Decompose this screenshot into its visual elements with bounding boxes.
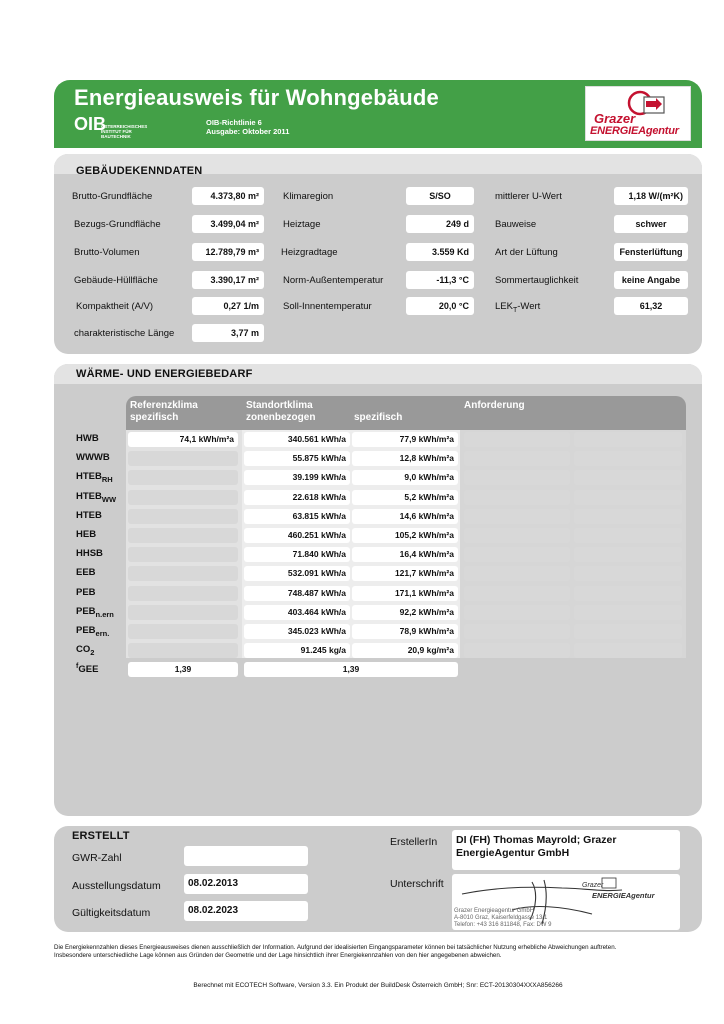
header-standortklima: Standortklima zonenbezogen spezifisch bbox=[242, 396, 460, 430]
grazer-energieagentur-logo bbox=[585, 86, 691, 141]
document-title: Energieausweis für Wohngebäude bbox=[74, 85, 439, 110]
stamp-line-3: Telefon: +43 316 811848, Fax: DW 9 bbox=[454, 922, 552, 928]
label-mittlerer-u-wert: mittlerer U-Wert bbox=[495, 191, 562, 202]
row-label: HEB bbox=[76, 529, 97, 540]
value-kompaktheit: 0,27 1/m bbox=[192, 297, 264, 315]
value-brutto-volumen: 12.789,79 m³ bbox=[192, 243, 264, 261]
cell-anforderung-2 bbox=[574, 451, 682, 466]
label-bauweise: Bauweise bbox=[495, 219, 537, 230]
cell-referenzklima bbox=[128, 528, 238, 543]
cell-referenzklima bbox=[128, 509, 238, 524]
document-header bbox=[54, 80, 702, 148]
oib-logo-subtitle: ÖSTERREICHISCHES INSTITUT FÜR BAUTECHNIK bbox=[101, 124, 148, 139]
value-heizgradtage: 3.559 Kd bbox=[406, 243, 474, 261]
gebaeudekenndaten-panel bbox=[54, 154, 702, 354]
cell-zonenbezogen: 460.251 kWh/a bbox=[244, 528, 350, 543]
waerme-energiebedarf-panel bbox=[54, 364, 702, 816]
row-label: EEB bbox=[76, 567, 96, 579]
stamp-agentur: ENERGIEAgentur bbox=[592, 891, 655, 900]
cell-referenzklima bbox=[128, 643, 238, 658]
value-bezugs-grundflaeche: 3.499,04 m² bbox=[192, 215, 264, 233]
section-title-waerme: WÄRME- UND ENERGIEBEDARF bbox=[76, 368, 253, 380]
stamp-line-1: Grazer Energieagentur GmbH bbox=[454, 908, 535, 914]
label-brutto-grundflaeche: Brutto-Grundfläche bbox=[72, 191, 153, 202]
cell-zonenbezogen: 748.487 kWh/a bbox=[244, 586, 350, 601]
row-label: $HTEB_{WW}$ bbox=[76, 490, 117, 504]
cell-zonenbezogen: 403.464 kWh/a bbox=[244, 605, 350, 620]
label-gwr-zahl: GWR-Zahl bbox=[72, 852, 122, 864]
cell-anforderung-2 bbox=[574, 432, 682, 447]
label-ausstellungsdatum: Ausstellungsdatum bbox=[72, 880, 161, 892]
value-mittlerer-u-wert: 1,18 W/(m²K) bbox=[614, 187, 688, 205]
cell-anforderung-2 bbox=[574, 490, 682, 505]
value-gwr-zahl bbox=[184, 846, 308, 866]
value-sommertauglichkeit: keine Angabe bbox=[614, 271, 688, 289]
cell-anforderung-1 bbox=[464, 624, 570, 639]
value-erstellerin: DI (FH) Thomas Mayrold; Grazer EnergieAgentur GmbH bbox=[452, 830, 680, 870]
row-label: PEB bbox=[76, 586, 96, 598]
cell-zonenbezogen: 63.815 kWh/a bbox=[244, 509, 350, 524]
cell-spezifisch: 77,9 kWh/m²a bbox=[352, 432, 458, 447]
cell-spezifisch: 171,1 kWh/m²a bbox=[352, 586, 458, 601]
cell-spezifisch: 16,4 kWh/m²a bbox=[352, 547, 458, 562]
cell-referenzklima bbox=[128, 490, 238, 505]
row-label-fgee: $^f$GEE bbox=[76, 663, 99, 676]
cell-anforderung-1 bbox=[464, 643, 570, 658]
cell-anforderung-2 bbox=[574, 605, 682, 620]
cell-spezifisch: 12,8 kWh/m²a bbox=[352, 451, 458, 466]
cell-anforderung-1 bbox=[464, 432, 570, 447]
cell-anforderung-2 bbox=[574, 528, 682, 543]
cell-anforderung-2 bbox=[574, 643, 682, 658]
label-norm-aussentemperatur: Norm-Außentemperatur bbox=[283, 275, 384, 286]
cell-anforderung-2 bbox=[574, 586, 682, 601]
value-ausstellungsdatum: 08.02.2013 bbox=[184, 874, 308, 894]
cell-spezifisch: 78,9 kWh/m²a bbox=[352, 624, 458, 639]
row-label: $HTEB_{RH}$ bbox=[76, 471, 113, 485]
section-title-gebaeude: GEBÄUDEKENNDATEN bbox=[76, 165, 203, 177]
disclaimer-text: Die Energiekennzahlen dieses Energieausweises dienen ausschließlich der Information. Aufgrund der idealisierten Eingangsparameter können bei tatsächlicher Nutzung erhebliche Abweichungen auftreten. Insbesondere unterschiedliche Lage können aus Gründen der Geometrie und der Lage hinsichtlich ihrer Energiekennzahlen von den hier angegebenen abweichen. bbox=[54, 944, 617, 959]
cell-zonenbezogen: 22.618 kWh/a bbox=[244, 490, 350, 505]
label-heizgradtage: Heizgradtage bbox=[281, 247, 338, 258]
cell-zonenbezogen: 39.199 kWh/a bbox=[244, 470, 350, 485]
logo-text-agentur: ENERGIEAgentur bbox=[590, 125, 679, 137]
cell-anforderung-2 bbox=[574, 566, 682, 581]
cell-anforderung-1 bbox=[464, 451, 570, 466]
cell-referenzklima bbox=[128, 470, 238, 485]
cell-zonenbezogen: 55.875 kWh/a bbox=[244, 451, 350, 466]
cell-referenzklima bbox=[128, 605, 238, 620]
erstellt-panel bbox=[54, 826, 702, 932]
cell-zonenbezogen: 91.245 kg/a bbox=[244, 643, 350, 658]
cell-referenzklima: 74,1 kWh/m²a bbox=[128, 432, 238, 447]
cell-zonenbezogen: 345.023 kWh/a bbox=[244, 624, 350, 639]
value-charakteristische-laenge: 3,77 m bbox=[192, 324, 264, 342]
label-gebaeude-huellflaeche: Gebäude-Hüllfläche bbox=[74, 275, 158, 286]
cell-referenzklima bbox=[128, 566, 238, 581]
cell-anforderung-2 bbox=[574, 624, 682, 639]
label-klimaregion: Klimaregion bbox=[283, 191, 334, 202]
value-heiztage: 249 d bbox=[406, 215, 474, 233]
cell-anforderung-1 bbox=[464, 547, 570, 562]
logo-text-grazer: Grazer bbox=[594, 111, 636, 126]
value-brutto-grundflaeche: 4.373,80 m² bbox=[192, 187, 264, 205]
value-lek-wert: 61,32 bbox=[614, 297, 688, 315]
label-soll-innentemperatur: Soll-Innentemperatur bbox=[283, 301, 372, 312]
cell-anforderung-2 bbox=[574, 547, 682, 562]
oib-richtlinie: OIB-Richtlinie 6 bbox=[206, 118, 262, 127]
cell-zonenbezogen: 71.840 kWh/a bbox=[244, 547, 350, 562]
oib-ausgabe: Ausgabe: Oktober 2011 bbox=[206, 127, 290, 136]
row-label: $CO_2$ bbox=[76, 644, 95, 658]
cell-spezifisch: 121,7 kWh/m²a bbox=[352, 566, 458, 581]
label-erstellerin: ErstellerIn bbox=[390, 836, 438, 848]
cell-referenzklima bbox=[128, 586, 238, 601]
label-bezugs-grundflaeche: Bezugs-Grundfläche bbox=[74, 219, 161, 230]
label-lek-wert: $LEK_T$-Wert bbox=[495, 301, 541, 314]
cell-zonenbezogen: 532.091 kWh/a bbox=[244, 566, 350, 581]
label-charakteristische-laenge: charakteristische Länge bbox=[74, 328, 175, 339]
cell-anforderung-1 bbox=[464, 528, 570, 543]
header-referenzklima: Referenzklima spezifisch bbox=[126, 396, 242, 430]
cell-spezifisch: 105,2 kWh/m²a bbox=[352, 528, 458, 543]
value-klimaregion: S/SO bbox=[406, 187, 474, 205]
label-brutto-volumen: Brutto-Volumen bbox=[74, 247, 140, 258]
label-art-der-lueftung: Art der Lüftung bbox=[495, 247, 558, 258]
label-kompaktheit: Kompaktheit (A/V) bbox=[76, 301, 154, 312]
row-label: $PEB_{ern.}$ bbox=[76, 625, 110, 638]
signature-box bbox=[452, 874, 680, 930]
cell-fgee-standort: 1,39 bbox=[244, 662, 458, 677]
cell-spezifisch: 92,2 kWh/m²a bbox=[352, 605, 458, 620]
cell-anforderung-2 bbox=[574, 470, 682, 485]
row-label: HTEB bbox=[76, 509, 102, 521]
cell-anforderung-1 bbox=[464, 586, 570, 601]
cell-fgee-referenz: 1,39 bbox=[128, 662, 238, 677]
oib-info bbox=[206, 118, 289, 136]
label-unterschrift: Unterschrift bbox=[390, 878, 444, 890]
cell-anforderung-1 bbox=[464, 509, 570, 524]
value-gueltigkeitsdatum: 08.02.2023 bbox=[184, 901, 308, 921]
value-gebaeude-huellflaeche: 3.390,17 m² bbox=[192, 271, 264, 289]
header-anforderung: Anforderung bbox=[460, 396, 686, 430]
value-norm-aussentemperatur: -11,3 °C bbox=[406, 271, 474, 289]
cell-spezifisch: 9,0 kWh/m²a bbox=[352, 470, 458, 485]
row-label: HHSB bbox=[76, 548, 103, 560]
row-label: HWB bbox=[76, 433, 99, 444]
stamp-line-2: A-8010 Graz, Kaiserfeldgasse 13/1 bbox=[454, 915, 548, 921]
oib-logo: OIB bbox=[74, 114, 107, 134]
cell-referenzklima bbox=[128, 624, 238, 639]
cell-anforderung-2 bbox=[574, 509, 682, 524]
label-heiztage: Heiztage bbox=[283, 219, 321, 230]
cell-spezifisch: 5,2 kWh/m²a bbox=[352, 490, 458, 505]
cell-referenzklima bbox=[128, 547, 238, 562]
label-gueltigkeitsdatum: Gültigkeitsdatum bbox=[72, 907, 151, 919]
software-note: Berechnet mit ECOTECH Software, Version 3.3. Ein Produkt der BuildDesk Österreich GmbH; Snr: ECT-20130304XXXA856266 bbox=[193, 982, 563, 989]
value-art-der-lueftung: Fensterlüftung bbox=[614, 243, 688, 261]
value-bauweise: schwer bbox=[614, 215, 688, 233]
section-title-erstellt: ERSTELLT bbox=[72, 830, 130, 842]
cell-anforderung-1 bbox=[464, 566, 570, 581]
row-label: WWWB bbox=[76, 452, 110, 464]
cell-zonenbezogen: 340.561 kWh/a bbox=[244, 432, 350, 447]
cell-anforderung-1 bbox=[464, 490, 570, 505]
cell-spezifisch: 14,6 kWh/m²a bbox=[352, 509, 458, 524]
value-soll-innentemperatur: 20,0 °C bbox=[406, 297, 474, 315]
cell-spezifisch: 20,9 kg/m²a bbox=[352, 643, 458, 658]
row-label: $PEB_{n.ern}$ bbox=[76, 605, 114, 619]
cell-anforderung-1 bbox=[464, 605, 570, 620]
label-sommertauglichkeit: Sommertauglichkeit bbox=[495, 275, 579, 286]
cell-anforderung-1 bbox=[464, 470, 570, 485]
cell-referenzklima bbox=[128, 451, 238, 466]
stamp-grazer: Grazer bbox=[582, 882, 604, 889]
